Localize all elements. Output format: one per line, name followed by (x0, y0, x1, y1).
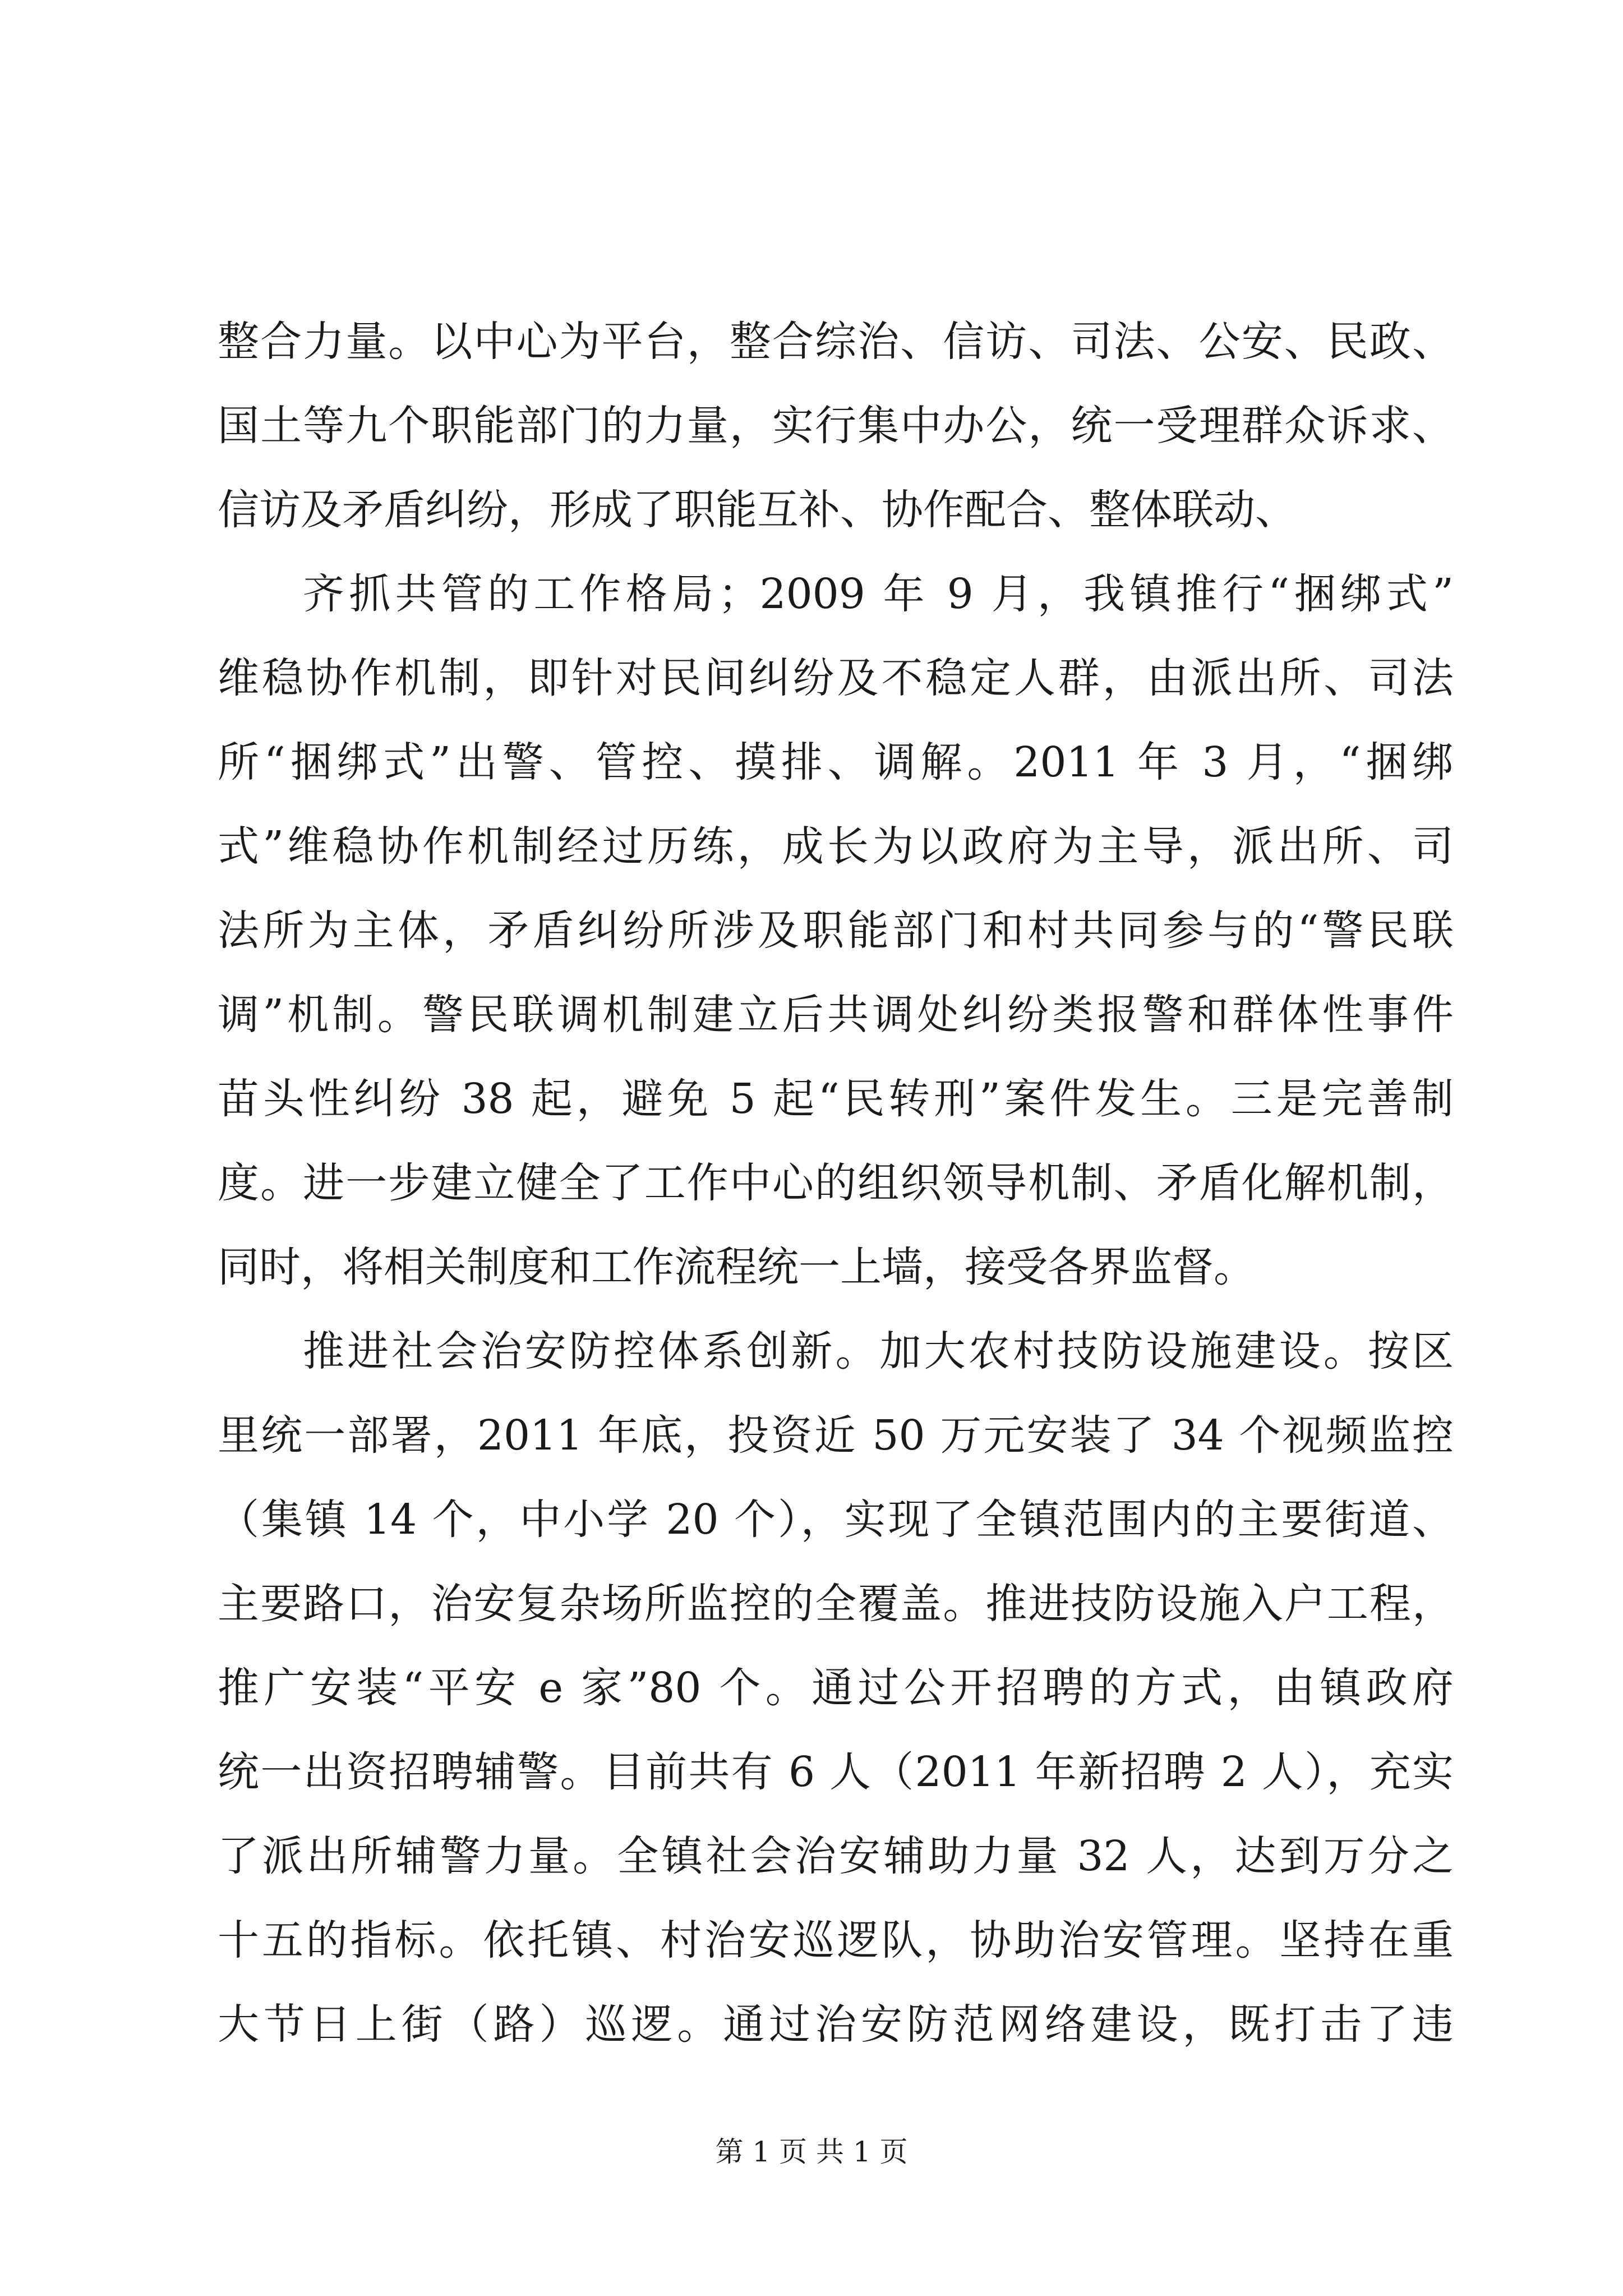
text-line: 式”维稳协作机制经过历练，成长为以政府为主导，派出所、司 (218, 822, 1454, 871)
page-footer (0, 2129, 1623, 2174)
text-line: 所“捆绑式”出警、管控、摸排、调解。2011 年 3 月，“捆绑 (218, 738, 1454, 786)
text-line: 国土等九个职能部门的力量，实行集中办公，统一受理群众诉求、 (218, 402, 1454, 450)
document-body (218, 300, 1454, 2067)
page-number-label: 第 1 页 共 1 页 (715, 2136, 908, 2168)
text-line: 同时，将相关制度和工作流程统一上墙，接受各界监督。 (218, 1243, 1255, 1291)
text-line: 整合力量。以中心为平台，整合综治、信访、司法、公安、民政、 (218, 318, 1454, 366)
text-line: 维稳协作机制，即针对民间纠纷及不稳定人群，由派出所、司法 (218, 654, 1454, 702)
text-line: 了派出所辅警力量。全镇社会治安辅助力量 32 人，达到万分之 (218, 1832, 1454, 1880)
text-line: 法所为主体，矛盾纠纷所涉及职能部门和村共同参与的“警民联 (218, 907, 1454, 955)
text-line: 主要路口，治安复杂场所监控的全覆盖。推进技防设施入户工程， (218, 1580, 1454, 1628)
text-line: 推进社会治安防控体系创新。加大农村技防设施建设。按区 (303, 1327, 1454, 1375)
text-line: 调”机制。警民联调机制建立后共调处纠纷类报警和群体性事件 (218, 991, 1454, 1039)
text-line: （集镇 14 个，中小学 20 个），实现了全镇范围内的主要街道、 (218, 1496, 1454, 1544)
text-line: 十五的指标。依托镇、村治安巡逻队，协助治安管理。坚持在重 (218, 1916, 1454, 1964)
text-line: 大节日上街（路）巡逻。通过治安防范网络建设，既打击了违 (218, 2000, 1454, 2049)
paragraph (218, 300, 1454, 552)
text-line: 信访及矛盾纠纷，形成了职能互补、协作配合、整体联动、 (218, 486, 1297, 534)
text-line: 苗头性纠纷 38 起，避免 5 起“民转刑”案件发生。三是完善制 (218, 1075, 1454, 1123)
text-line: 统一出资招聘辅警。目前共有 6 人（2011 年新招聘 2 人），充实 (218, 1748, 1454, 1796)
text-line: 齐抓共管的工作格局；2009 年 9 月，我镇推行“捆绑式” (303, 570, 1454, 618)
text-line: 度。进一步建立健全了工作中心的组织领导机制、矛盾化解机制， (218, 1159, 1454, 1207)
text-line: 里统一部署，2011 年底，投资近 50 万元安装了 34 个视频监控 (218, 1411, 1454, 1460)
text-line: 推广安装“平安 e 家”80 个。通过公开招聘的方式，由镇政府 (218, 1664, 1454, 1712)
paragraph (218, 1309, 1454, 2067)
paragraph (218, 552, 1454, 1309)
